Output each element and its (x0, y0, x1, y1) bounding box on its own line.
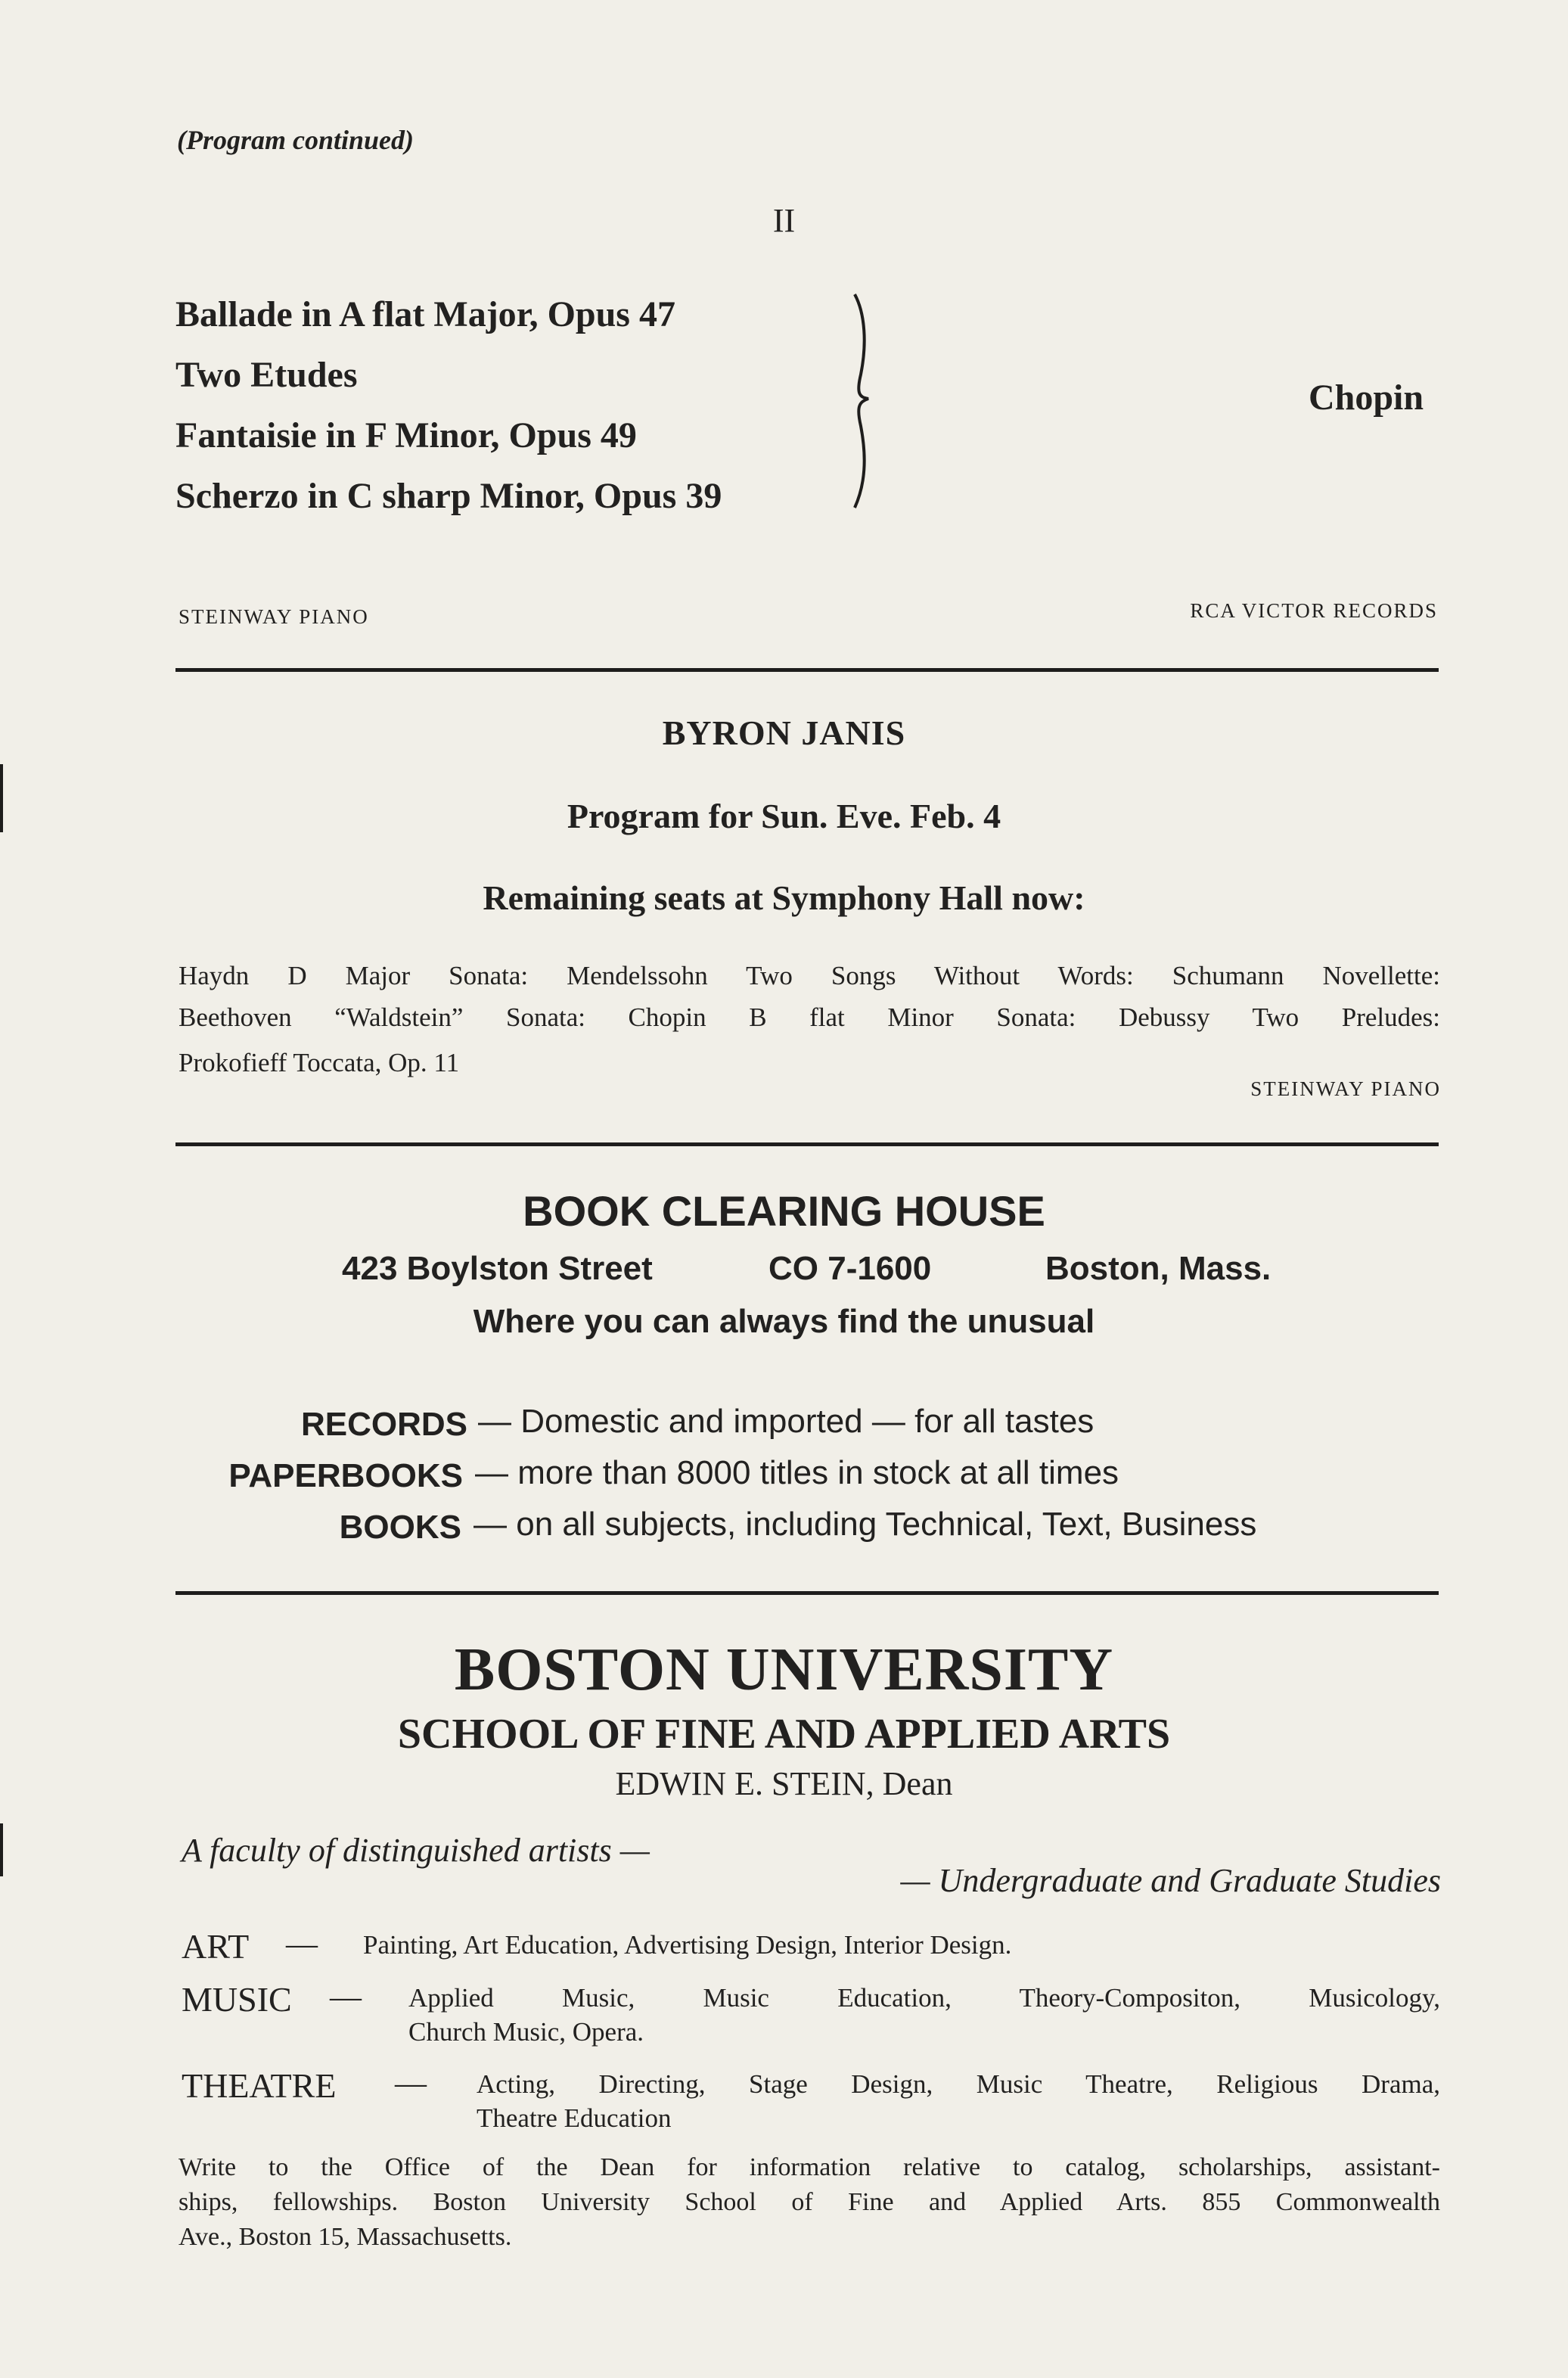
program-continued-label: (Program continued) (177, 125, 415, 155)
piano-credit: STEINWAY PIANO (179, 605, 369, 628)
department-label: THEATRE (182, 2066, 337, 2105)
janis-program-line: Haydn D Major Sonata: Mendelssohn Two Songs Without Words: Schumann Novellette: (179, 961, 1440, 990)
store-item-label: PAPERBOOKS (228, 1457, 463, 1494)
department-desc: Applied Music, Music Education, Theory-Compositon, Musicology, (408, 1983, 1440, 2013)
department-desc: Acting, Directing, Stage Design, Music Theatre, Religious Drama, (477, 2069, 1440, 2099)
program-piece: Scherzo in C sharp Minor, Opus 39 (175, 476, 722, 516)
dean-name: EDWIN E. STEIN, Dean (615, 1765, 953, 1802)
janis-program-line: Prokofieff Toccata, Op. 11 (179, 1048, 460, 1077)
performer-name: BYRON JANIS (662, 713, 906, 752)
school-name: SCHOOL OF FINE AND APPLIED ARTS (397, 1711, 1171, 1758)
contact-line: Write to the Office of the Dean for information relative to catalog, scholarships, assistant- (179, 2153, 1440, 2181)
university-name: BOSTON UNIVERSITY (454, 1637, 1114, 1703)
contact-line: ships, fellowships. Boston University School of Fine and Applied Arts. 855 Commonwealth (179, 2188, 1440, 2216)
department-dash: — (395, 2066, 427, 2101)
section-divider (175, 1142, 1439, 1146)
composer-name: Chopin (1309, 378, 1424, 418)
janis-piano-credit: STEINWAY PIANO (1250, 1077, 1441, 1100)
seats-note: Remaining seats at Symphony Hall now: (483, 878, 1085, 917)
store-item-label: BOOKS (339, 1509, 461, 1546)
store-address: 423 Boylston Street (342, 1250, 653, 1287)
store-item-desc: — on all subjects, including Technical, Text, Business (474, 1506, 1257, 1543)
department-desc: Painting, Art Education, Advertising Design, Interior Design. (363, 1930, 1012, 1960)
store-name: BOOK CLEARING HOUSE (523, 1187, 1045, 1235)
department-dash: — (330, 1980, 362, 2015)
records-credit: RCA VICTOR RECORDS (1190, 599, 1438, 622)
store-tagline: Where you can always find the unusual (473, 1303, 1095, 1340)
margin-mark (0, 1823, 3, 1876)
program-piece: Ballade in A flat Major, Opus 47 (175, 294, 675, 334)
department-label: MUSIC (182, 1980, 292, 2019)
studies-line: — Undergraduate and Graduate Studies (900, 1862, 1441, 1899)
program-date: Program for Sun. Eve. Feb. 4 (567, 797, 1001, 835)
store-item-label: RECORDS (300, 1406, 467, 1443)
store-item-desc: — Domestic and imported — for all tastes (478, 1403, 1094, 1440)
department-label: ART (182, 1927, 250, 1966)
janis-program-line: Beethoven “Waldstein” Sonata: Chopin B flat Minor Sonata: Debussy Two Preludes: (179, 1002, 1440, 1032)
faculty-line: A faculty of distinguished artists — (182, 1832, 650, 1869)
department-dash: — (286, 1927, 318, 1962)
part-numeral: II (772, 202, 796, 239)
program-piece: Fantaisie in F Minor, Opus 49 (175, 415, 637, 455)
store-city: Boston, Mass. (1045, 1250, 1271, 1287)
department-desc: Theatre Education (477, 2103, 672, 2133)
store-phone: CO 7-1600 (768, 1250, 932, 1287)
brace-icon (840, 291, 885, 511)
section-divider (175, 668, 1439, 672)
store-item-desc: — more than 8000 titles in stock at all times (475, 1454, 1119, 1491)
section-divider (175, 1591, 1439, 1595)
contact-line: Ave., Boston 15, Massachusetts. (179, 2223, 512, 2251)
program-piece: Two Etudes (175, 355, 358, 395)
department-desc: Church Music, Opera. (408, 2017, 644, 2047)
